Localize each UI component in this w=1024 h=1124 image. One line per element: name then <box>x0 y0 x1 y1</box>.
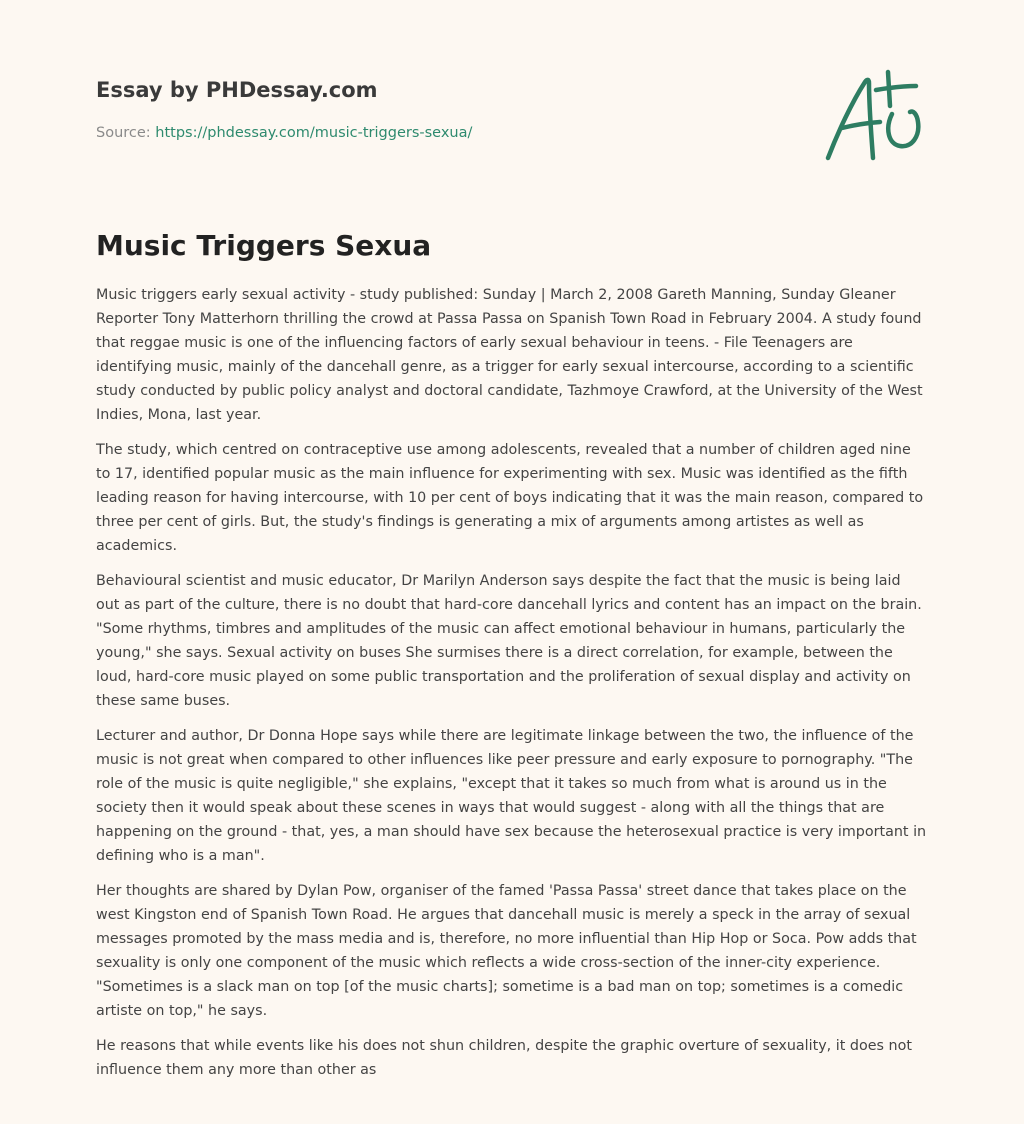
essay-paragraph: Behavioural scientist and music educator, Dr Marilyn Anderson says despite the fact that the music is being laid out as part of the culture, there is no doubt that hard-core dancehall lyrics and content has an impact on the brain. "Some rhythms, timbres and amplitudes of the music can affect emotional behaviour in humans, particularly the young," she says. Sexual activity on buses She surmises there is a direct correlation, for example, between the loud, hard-core music played on some public transportation and the proliferation of sexual display and activity on these same buses. <box>96 573 922 709</box>
site-brand: Essay by PHDessay.com <box>96 78 378 102</box>
source-link[interactable]: https://phdessay.com/music-triggers-sexua/ <box>155 125 473 141</box>
page-header <box>96 74 796 143</box>
source-label: Source: <box>96 125 156 141</box>
essay-title: Music Triggers Sexua <box>96 229 432 262</box>
essay-paragraph: He reasons that while events like his does not shun children, despite the graphic overture of sexuality, it does not influence them any more than other as <box>96 1038 912 1078</box>
source-line <box>96 123 796 143</box>
essay-paragraph: Lecturer and author, Dr Donna Hope says while there are legitimate linkage between the two, the influence of the music is not great when compared to other influences like peer pressure and early exposure to pornography. "The role of the music is quite negligible," she explains, "except that it takes so much from what is around us in the society then it would speak about these scenes in ways that would suggest - along with all the things that are happening on the ground - that, yes, a man should have sex because the heterosexual practice is very important in defining who is a man". <box>96 728 927 864</box>
essay-article <box>96 226 928 1093</box>
a-plus-logo-icon <box>818 66 928 166</box>
essay-paragraph: Music triggers early sexual activity - study published: Sunday | March 2, 2008 Gareth Manning, Sunday Gleaner Reporter Tony Matterhorn thrilling the crowd at Passa Passa on Spanish Town Road in February 2004. A study found that reggae music is one of the influencing factors of early sexual behaviour in teens. - File Teenagers are identifying music, mainly of the dancehall genre, as a trigger for early sexual intercourse, according to a scientific study conducted by public policy analyst and doctoral candidate, Tazhmoye Crawford, at the University of the West Indies, Mona, last year. <box>96 287 923 423</box>
essay-paragraph: Her thoughts are shared by Dylan Pow, organiser of the famed 'Passa Passa' street dance that takes place on the west Kingston end of Spanish Town Road. He argues that dancehall music is merely a speck in the array of sexual messages promoted by the mass media and is, therefore, no more influential than Hip Hop or Soca. Pow adds that sexuality is only one component of the music which reflects a wide cross-section of the inner-city experience. "Sometimes is a slack man on top [of the music charts]; sometime is a bad man on top; sometimes is a comedic artiste on top," he says. <box>96 883 917 1019</box>
essay-paragraph: The study, which centred on contraceptive use among adolescents, revealed that a number of children aged nine to 17, identified popular music as the main influence for experimenting with sex. Music was identified as the fifth leading reason for having intercourse, with 10 per cent of boys indicating that it was the main reason, compared to three per cent of girls. But, the study's findings is generating a mix of arguments among artistes as well as academics. <box>96 442 924 554</box>
